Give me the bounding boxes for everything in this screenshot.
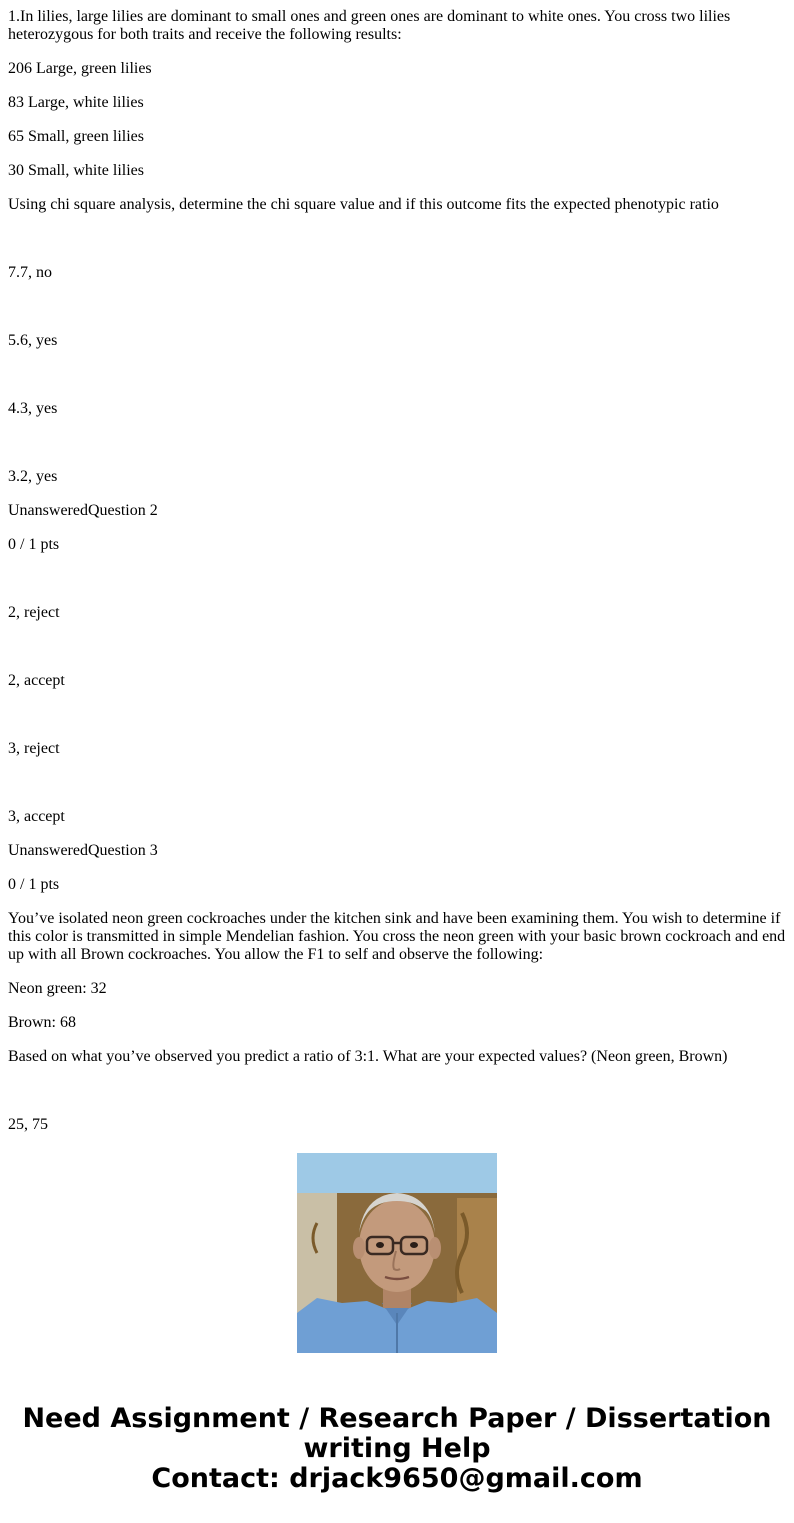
promo-banner	[0, 1404, 794, 1494]
avatar	[297, 1153, 497, 1353]
question-2-points: 0 / 1 pts	[8, 536, 60, 553]
observation-line: Neon green: 32	[8, 980, 107, 997]
answer-option[interactable]: 3, accept	[8, 808, 65, 825]
result-line: 206 Large, green lilies	[8, 60, 152, 77]
question-2-status: UnansweredQuestion 2	[8, 502, 158, 519]
answer-option[interactable]: 25, 75	[8, 1116, 48, 1133]
question-3-status: UnansweredQuestion 3	[8, 842, 158, 859]
tutor-portrait-image	[297, 1153, 497, 1353]
answer-option[interactable]: 5.6, yes	[8, 332, 58, 349]
result-line: 65 Small, green lilies	[8, 128, 144, 145]
question-3-prompt: You’ve isolated neon green cockroaches under the kitchen sink and have been examining them. You wish to determine if this color is transmitted in simple Mendelian fashion. You cross the neon green with your basic brown cockroach and end up with all Brown cockroaches. You allow the F1 to self and observe the following:	[8, 910, 786, 963]
answer-option[interactable]: 2, reject	[8, 604, 60, 621]
question-document	[8, 0, 790, 1133]
result-line: 83 Large, white lilies	[8, 94, 144, 111]
answer-option[interactable]: 3.2, yes	[8, 468, 58, 485]
promo-line: Need Assignment / Research Paper / Dissertation	[22, 1403, 772, 1434]
contact-email: Contact: drjack9650@gmail.com	[151, 1463, 643, 1494]
observation-line: Brown: 68	[8, 1014, 76, 1031]
question-3-instruction: Based on what you’ve observed you predict a ratio of 3:1. What are your expected values? (Neon green, Brown)	[8, 1048, 728, 1065]
result-line: 30 Small, white lilies	[8, 162, 144, 179]
promo-line: writing Help	[303, 1433, 491, 1464]
answer-option[interactable]: 4.3, yes	[8, 400, 58, 417]
question-1-instruction: Using chi square analysis, determine the chi square value and if this outcome fits the expected phenotypic ratio	[8, 196, 719, 213]
question-3-points: 0 / 1 pts	[8, 876, 60, 893]
answer-option[interactable]: 3, reject	[8, 740, 60, 757]
answer-option[interactable]: 7.7, no	[8, 264, 52, 281]
answer-option[interactable]: 2, accept	[8, 672, 65, 689]
question-1-prompt: 1.In lilies, large lilies are dominant to small ones and green ones are dominant to white ones. You cross two lilies heterozygous for both traits and receive the following results:	[8, 8, 731, 43]
